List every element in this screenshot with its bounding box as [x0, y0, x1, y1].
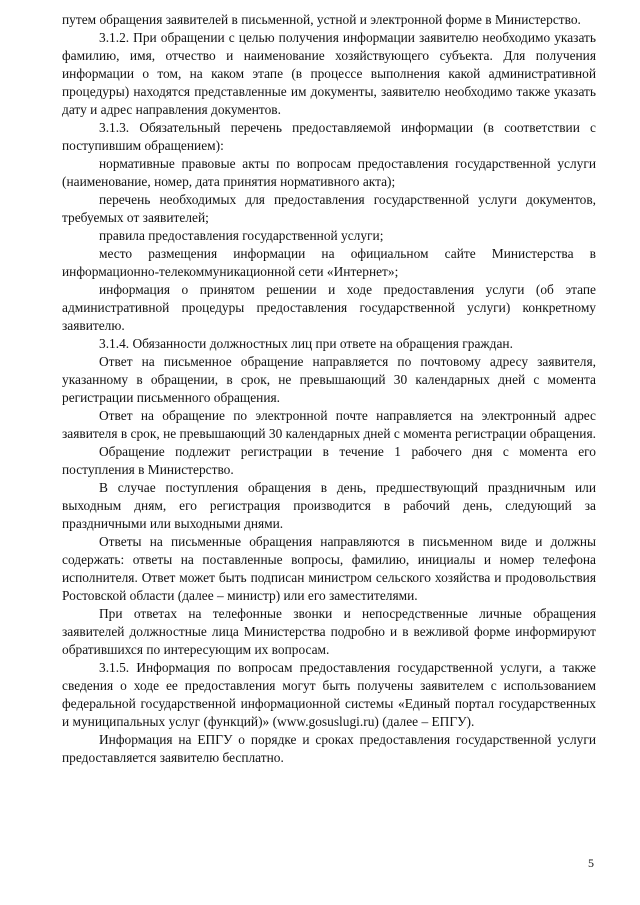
paragraph: При ответах на телефонные звонки и непосредственные личные обращения заявителей должностные лица Министерства подробно и в вежливой форме информируют обратившихся по интересующим их вопросам.: [62, 606, 596, 657]
paragraph: 3.1.2. При обращении с целью получения информации заявителю необходимо указать фамилию, имя, отчество и наименование хозяйствующего субъекта. Для получения информации о том, на каком этапе (в процессе выполнения какой административной процедуры) находятся представленные им документы, заявителю необходимо также указать дату и адрес направления документов.: [62, 30, 596, 117]
paragraph: В случае поступления обращения в день, предшествующий праздничным или выходным дням, его регистрация производится в рабочий день, следующий за праздничными или выходными днями.: [62, 480, 596, 531]
page-number: 5: [588, 856, 594, 870]
paragraph: 3.1.4. Обязанности должностных лиц при ответе на обращения граждан.: [99, 336, 513, 351]
paragraph: 3.1.3. Обязательный перечень предоставляемой информации (в соответствии с поступившим обращением):: [62, 120, 596, 153]
paragraph: место размещения информации на официальном сайте Министерства в информационно-телекоммуникационной сети «Интернет»;: [62, 246, 596, 279]
paragraph: информация о принятом решении и ходе предоставления услуги (об этапе административной процедуры предоставления государственной услуги) конкретному заявителю.: [62, 282, 596, 333]
paragraph: правила предоставления государственной услуги;: [99, 228, 384, 243]
paragraph: путем обращения заявителей в письменной, устной и электронной форме в Министерство.: [62, 12, 581, 27]
paragraph: Информация на ЕПГУ о порядке и сроках предоставления государственной услуги предоставляется заявителю бесплатно.: [62, 732, 596, 765]
paragraph: перечень необходимых для предоставления государственной услуги документов, требуемых от заявителей;: [62, 192, 596, 225]
paragraph: Ответ на обращение по электронной почте направляется на электронный адрес заявителя в срок, не превышающий 30 календарных дней с момента регистрации обращения.: [62, 408, 596, 441]
paragraph: Ответы на письменные обращения направляются в письменном виде и должны содержать: ответы на поставленные вопросы, фамилию, инициалы и номер телефона исполнителя. Ответ может быть подписан министром сельского хозяйства и продовольствия Ростовской области (далее – министр) или его заместителями.: [62, 534, 596, 603]
document-body: [62, 11, 596, 767]
paragraph: нормативные правовые акты по вопросам предоставления государственной услуги (наименование, номер, дата принятия нормативного акта);: [62, 156, 596, 189]
paragraph: Обращение подлежит регистрации в течение 1 рабочего дня с момента его поступления в Министерство.: [62, 444, 596, 477]
paragraph: 3.1.5. Информация по вопросам предоставления государственной услуги, а также сведения о ходе ее предоставления могут быть получены заявителем с использованием федеральной государственной информационной системы «Единый портал государственных и муниципальных услуг (функций)» (www.gosuslugi.ru) (далее – ЕПГУ).: [62, 660, 596, 729]
paragraph: Ответ на письменное обращение направляется по почтовому адресу заявителя, указанному в обращении, в срок, не превышающий 30 календарных дней с момента регистрации письменного обращения.: [62, 354, 596, 405]
